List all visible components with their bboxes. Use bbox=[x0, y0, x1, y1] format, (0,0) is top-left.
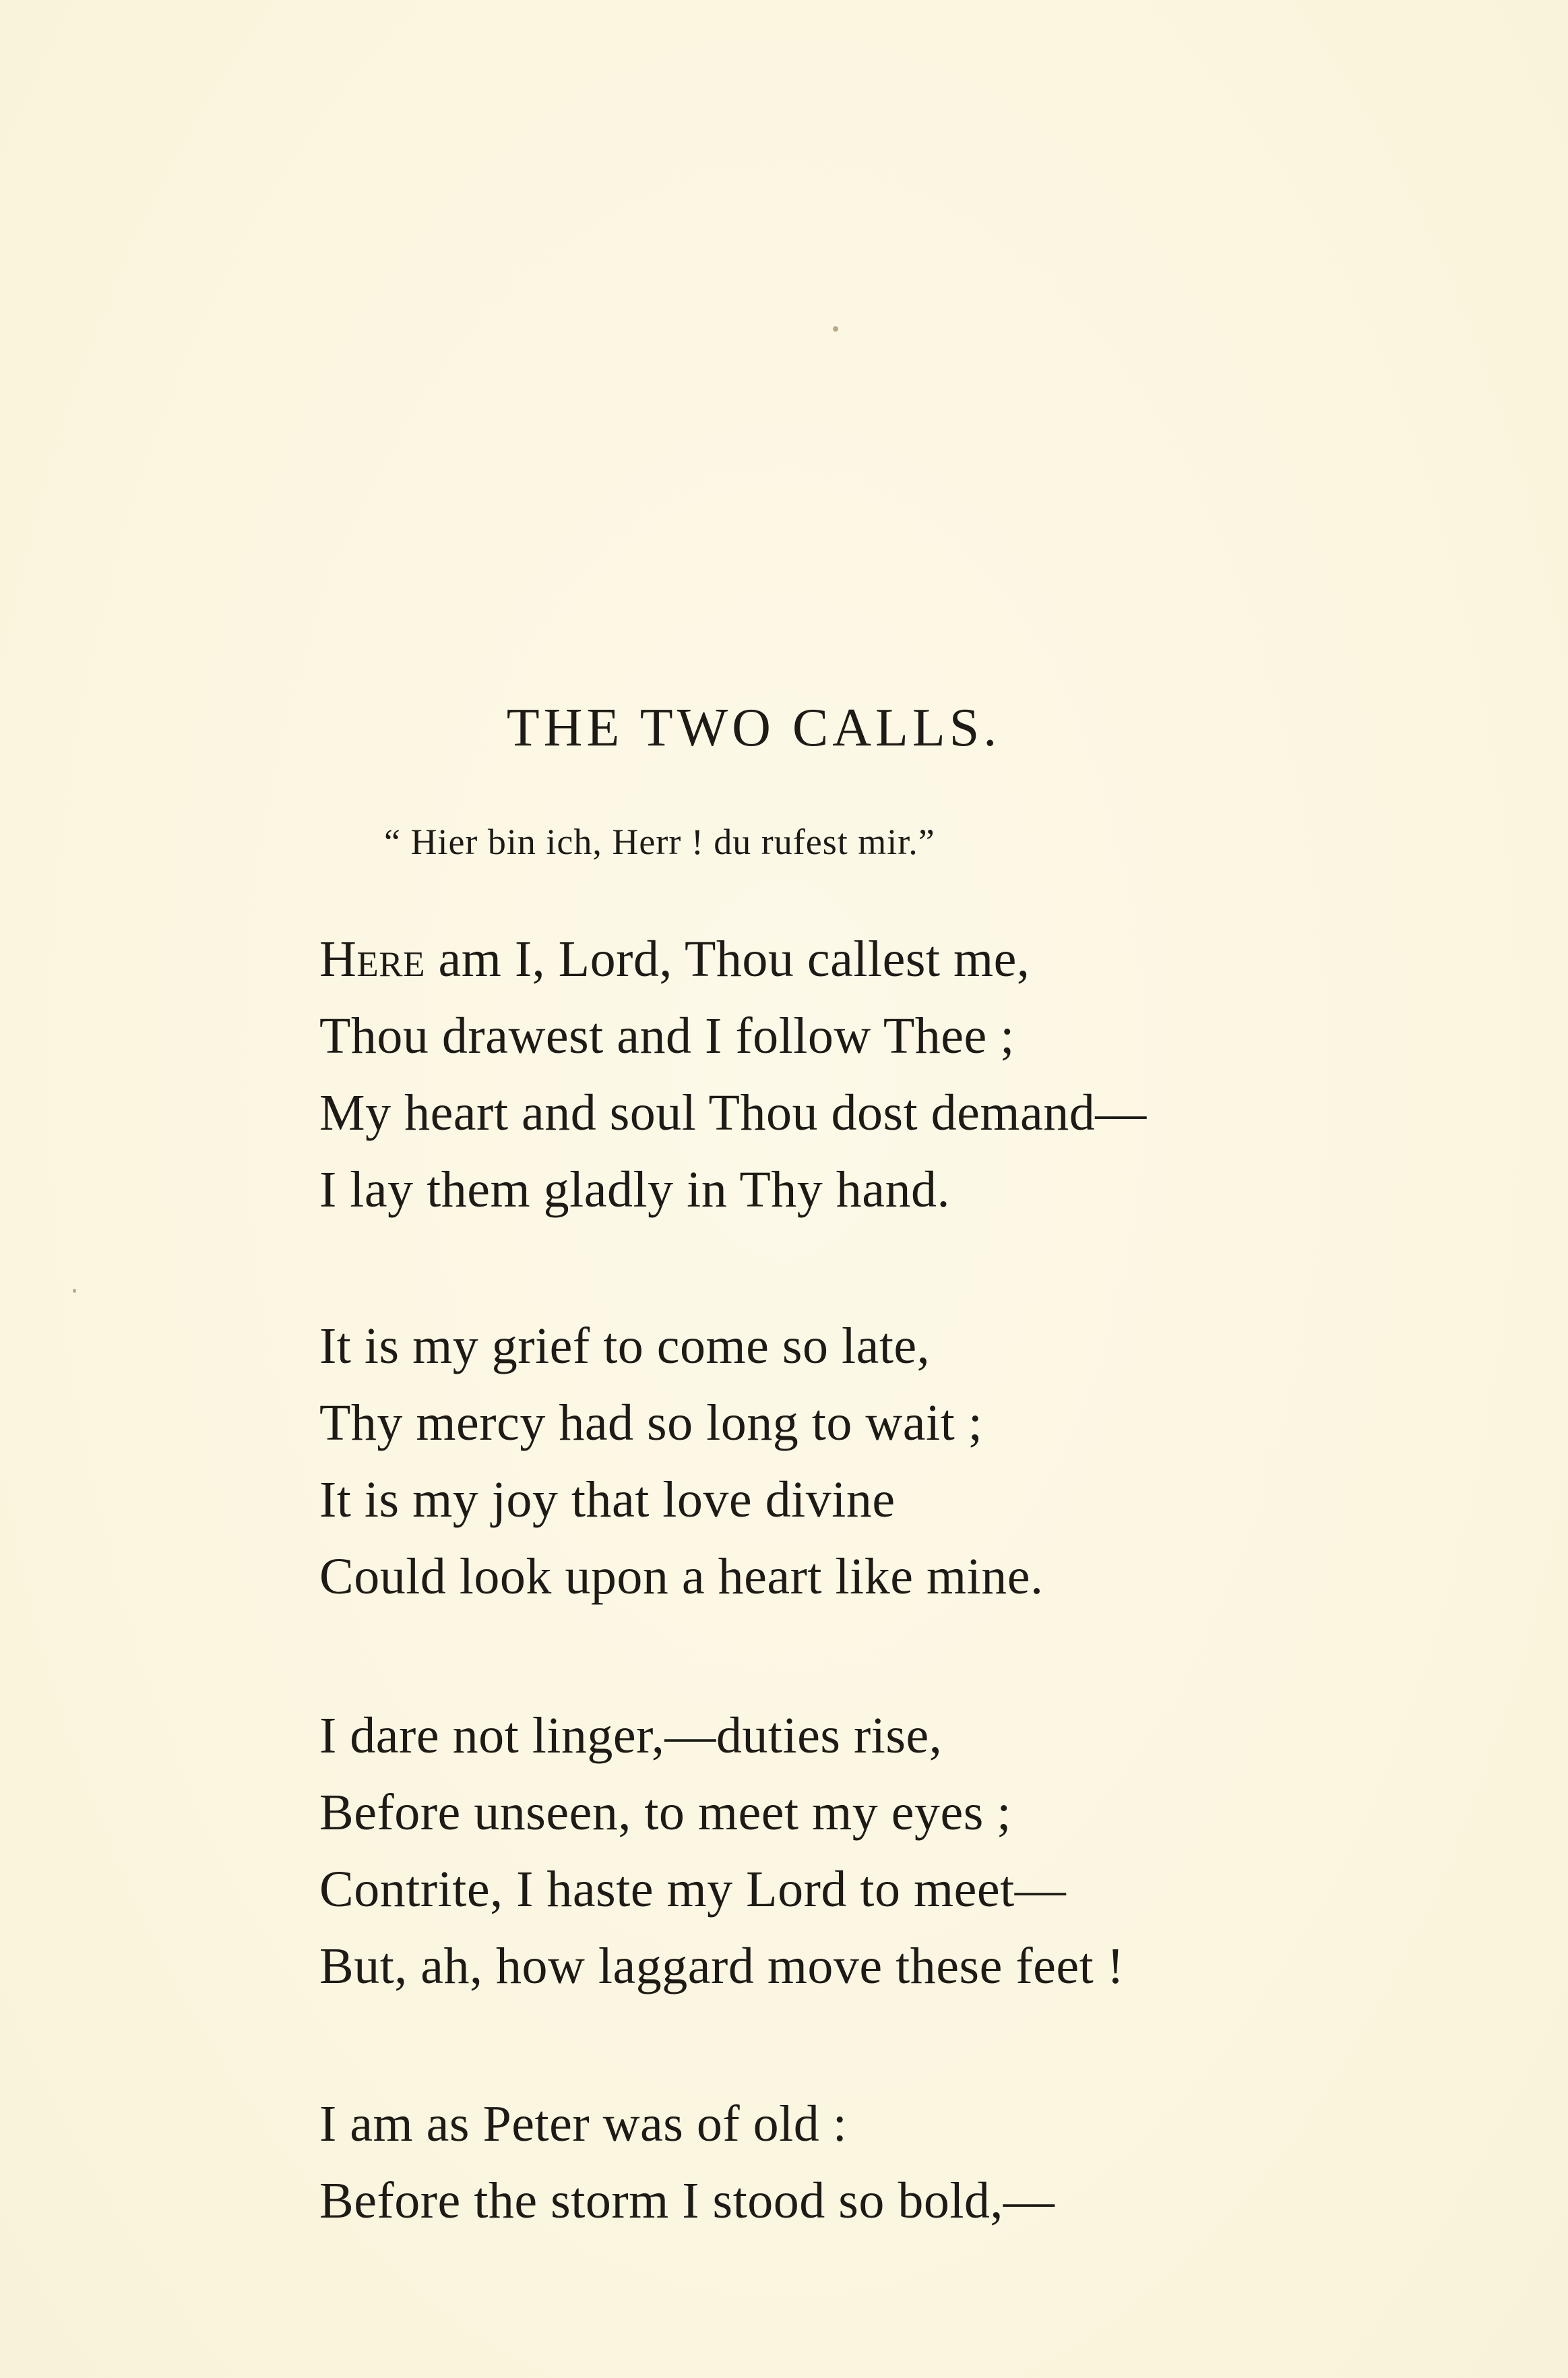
drop-word: Here bbox=[319, 931, 425, 987]
poem-line: Thou drawest and I follow Thee ; bbox=[319, 1008, 1015, 1064]
paper-speck bbox=[73, 1289, 76, 1293]
poem-line: Before unseen, to meet my eyes ; bbox=[319, 1784, 1011, 1841]
poem-line: It is my grief to come so late, bbox=[319, 1318, 931, 1374]
stanza-2 bbox=[319, 1308, 1043, 1615]
poem-epigraph: “ Hier bin ich, Herr ! du rufest mir.” bbox=[384, 822, 935, 862]
poem-line: Before the storm I stood so bold,— bbox=[319, 2172, 1055, 2229]
poem-line: I dare not linger,—duties rise, bbox=[319, 1707, 943, 1764]
poem-line: My heart and soul Thou dost demand— bbox=[319, 1085, 1147, 1141]
poem-line: I am as Peter was of old : bbox=[319, 2096, 848, 2152]
poem-line: I lay them gladly in Thy hand. bbox=[319, 1161, 950, 1218]
poem-line: Contrite, I haste my Lord to meet— bbox=[319, 1861, 1067, 1918]
stanza-3 bbox=[319, 1697, 1125, 2005]
poem-line: But, ah, how laggard move these feet ! bbox=[319, 1938, 1125, 1994]
poem-line: Here am I, Lord, Thou callest me, bbox=[319, 931, 1030, 987]
stanza-4 bbox=[319, 2085, 1055, 2239]
poem-title: THE TWO CALLS. bbox=[506, 698, 1001, 758]
poem-line: Could look upon a heart like mine. bbox=[319, 1548, 1044, 1605]
poem-line: It is my joy that love divine bbox=[319, 1471, 896, 1528]
stanza-1 bbox=[319, 921, 1147, 1228]
paper-speck bbox=[833, 326, 838, 332]
poem-line: Thy mercy had so long to wait ; bbox=[319, 1395, 983, 1451]
